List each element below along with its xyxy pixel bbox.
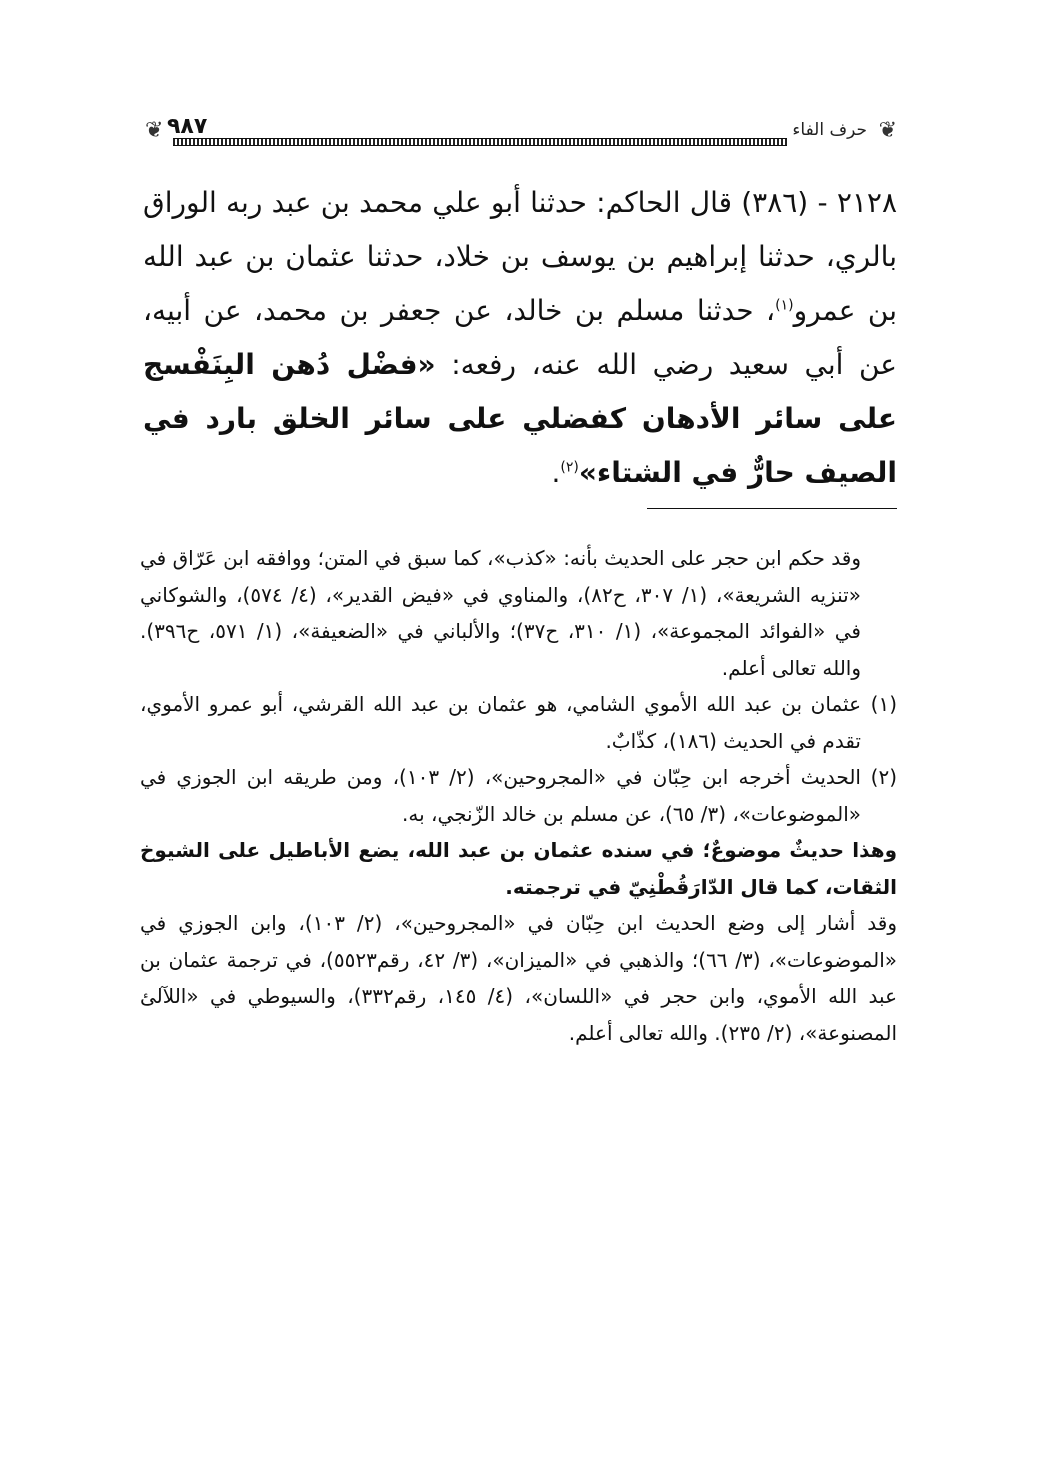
chapter-title: حرف الفاء [792,120,867,140]
header-rule [173,138,787,146]
ornament-icon: ❦ [878,118,897,143]
footnote-text: عثمان بن عبد الله الأموي الشامي، هو عثمان بن عبد الله القرشي، أبو عمرو الأموي، تقدم في الحديث (١٨٦)، كذّابٌ. [140,692,861,753]
entry-number: ٢١٢٨ - (٣٨٦) قال الحاكم: [596,186,897,219]
footnote-fabricated-note: وهذا حديثٌ موضوعٌ؛ في سنده عثمان بن عبد الله، يضع الأباطيل على الشيوخ الثقات، كما قال الدّارَقُطْنِيّ في ترجمته. [140,838,897,899]
ornament-icon: ❦ [145,118,164,143]
footnote-1 [140,686,897,759]
footnote-number: (٢) [870,765,897,789]
isnad-chain-continued: ، حدثنا مسلم بن خالد، عن جعفر بن محمد، عن أبيه، عن أبي سعيد رضي الله عنه، رفعه: [143,294,897,381]
footnote-separator [647,508,897,509]
page-number: ٩٨٧ [167,114,208,139]
footnote-marker-2[interactable]: (٢) [560,459,579,476]
footnote-2 [140,759,897,832]
footnote-text: الحديث أخرجه ابن حِبّان في «المجروحين»، (٢/ ١٠٣)، ومن طريقه ابن الجوزي في «الموضوعات»، (٣/ ٦٥)، عن مسلم بن خالد الزّنجي، به. [140,765,861,826]
footnote-intro: وقد حكم ابن حجر على الحديث بأنه: «كذب»، كما سبق في المتن؛ ووافقه ابن عَرّاق في «تنزيه الشريعة»، (١/ ٣٠٧، ح٨٢)، والمناوي في «فيض القدير»، (٤/ ٥٧٤)، والشوكاني في «الفوائد المجموعة»، (١/ ٣١٠، ح٣٧)؛ والألباني في «الضعيفة»، (١/ ٥٧١، ح٣٩٦). والله تعالى أعلم. [140,546,861,680]
footnotes [140,540,897,1051]
hadith-entry: ٢١٢٨ - (٣٨٦) قال الحاكم: حدثنا أبو علي محمد بن عبد ربه الوراق بالري، حدثنا إبراهيم بن يوسف بن خلاد، حدثنا عثمان بن عبد الله بن عمرو$^{(١)}$، حدثنا مسلم بن خالد، عن جعفر بن محمد، عن أبيه، عن أبي سعيد رضي الله عنه، رفعه: «فضْل دُهن البِنَفْسج على سائر الأدهان كفضلي على سائر الخلق بارد في الصيف حارٌّ في الشتاء»$^{(٢)}$. [143,186,898,489]
footnote-references: وقد أشار إلى وضع الحديث ابن حِبّان في «المجروحين»، (٢/ ١٠٣)، وابن الجوزي في «الموضوعات»، (٣/ ٦٦)؛ والذهبي في «الميزان»، (٣/ ٤٢، رقم٥٥٢٣)، في ترجمة عثمان بن عبد الله الأموي، وابن حجر في «اللسان»، (٤/ ١٤٥، رقم٣٣٢)، والسيوطي في «اللآلئ المصنوعة»، (٢/ ٢٣٥). والله تعالى أعلم. [140,911,898,1045]
isnad-chain: حدثنا أبو علي محمد بن عبد ربه الوراق بالري، حدثنا إبراهيم بن يوسف بن خلاد، حدثنا عثمان بن عبد الله بن عمرو [143,186,898,327]
footnote-marker-1[interactable]: (١) [775,297,794,314]
page-header [145,108,897,148]
hadith-text: «فضْل دُهن البِنَفْسج على سائر الأدهان كفضلي على سائر الخلق بارد في الصيف حارٌّ في الشتاء» [143,348,897,489]
footnote-number: (١) [870,692,897,716]
